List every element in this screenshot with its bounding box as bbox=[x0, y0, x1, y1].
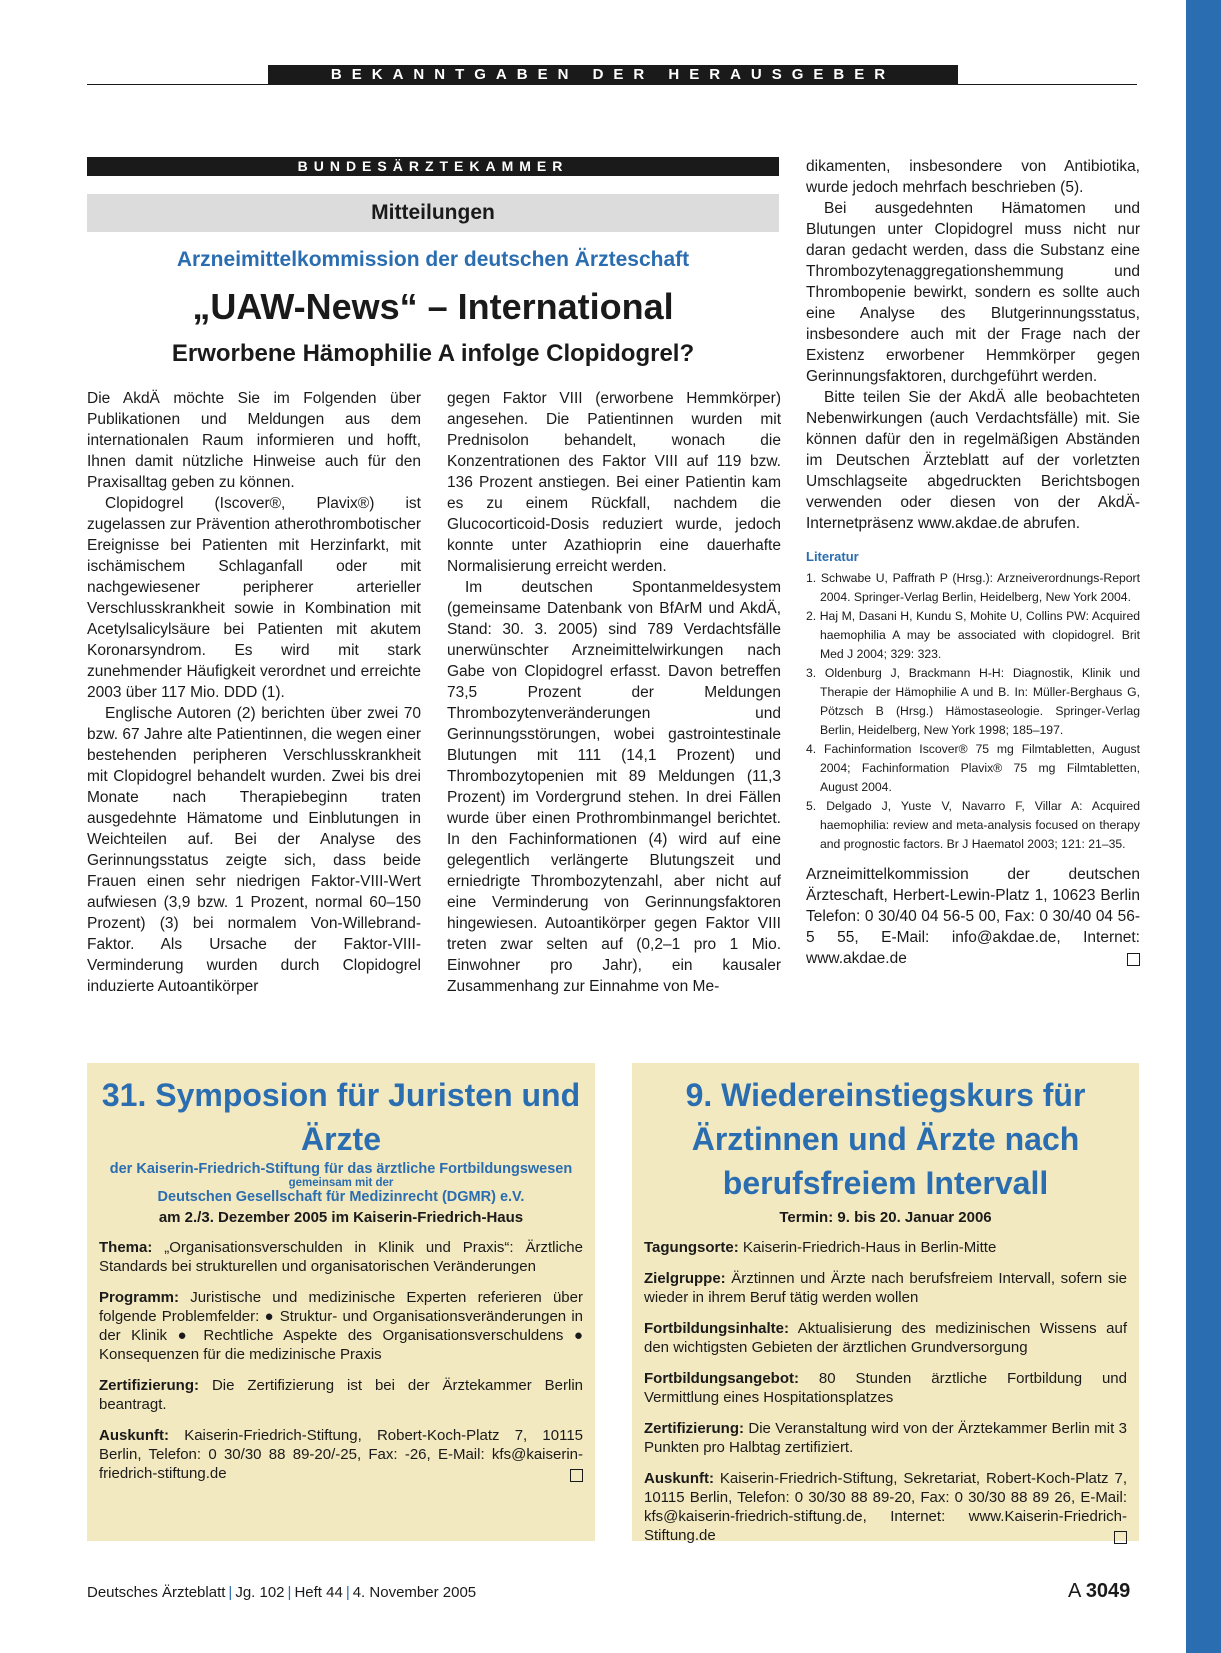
issue-date: 4. November 2005 bbox=[352, 1584, 477, 1601]
event-item: Zertifizierung: Die Zertifizierung ist bei der Ärztekammer Berlin beantragt. bbox=[99, 1377, 583, 1413]
event-date: am 2./3. Dezember 2005 im Kaiserin-Friedrich-Haus bbox=[158, 1209, 524, 1226]
header-band: BEKANNTGABEN DER HERAUSGEBER bbox=[268, 65, 958, 85]
end-mark-icon bbox=[570, 1469, 583, 1482]
event-item: Programm: Juristische und medizinische Experten referieren über folgende Problemfelder: ● Struktur- und Organisationsveränderungen in der Klinik ● Rechtliche Aspekte des Organisationsverschuldens ● Konsequenzen für die medizinische Praxis bbox=[99, 1289, 583, 1363]
contact-info bbox=[806, 864, 1140, 969]
article-title: „UAW-News“ – International bbox=[192, 286, 674, 327]
paragraph: gegen Faktor VIII (erworbene Hemmkörper) angesehen. Die Patientinnen wurden mit Prednisolon behandelt, wonach die Konzentrationen des Faktor VIII auf 119 bzw. 136 Prozent anstiegen. Bei einer Patientin kam es zu einem Rückfall, nachdem die Glucocorticoid-Dosis reduziert wurde, jedoch konnte unter Azathioprin eine dauerhafte Normalisierung erreicht werden. bbox=[447, 390, 781, 575]
paragraph: Clopidogrel (Iscover®, Plavix®) ist zugelassen zur Prävention atherothrombotischer Ereignisse bei Patienten mit Herzinfarkt, mit ischämischem Schlaganfall oder mit nachgewiesener peripherer arterieller Verschlusskrankheit sowie in Kombination mit Acetylsalicylsäure bei Patienten mit akutem Koronarsyndrom. Es wird mit stark zunehmender Häufigkeit verordnet und erreichte 2003 über 117 Mio. DDD (1). bbox=[87, 495, 421, 701]
event-item: Zielgruppe: Ärztinnen und Ärzte nach berufsfreiem Intervall, sofern sie wieder in ihrem Beruf tätig werden wollen bbox=[644, 1270, 1127, 1306]
literature-list bbox=[806, 569, 1140, 854]
article-subtitle: Erworbene Hämophilie A infolge Clopidogrel? bbox=[171, 340, 695, 367]
contact-text: Arzneimittelkommission der deutschen Ärzteschaft, Herbert-Lewin-Platz 1, 10623 Berlin Telefon: 0 30/40 04 56-5 00, Fax: 0 30/40 04 56-5 55, E-Mail: info@akdae.de, Internet: www.akdae.de bbox=[806, 866, 1140, 967]
paragraph: Bitte teilen Sie der AkdÄ alle beobachteten Nebenwirkungen (auch Verdachtsfälle) mit. Sie können dafür den in regelmäßigen Abständen im Deutschen Ärzteblatt auf der vorletzten Umschlagseite abgedruckten Berichtsbogen verwenden oder diesen von der AkdÄ-Internetpräsenz www.akdae.de abrufen. bbox=[806, 389, 1140, 532]
right-color-bar bbox=[1186, 0, 1221, 1653]
event-item: Tagungsorte: Kaiserin-Friedrich-Haus in Berlin-Mitte bbox=[644, 1239, 997, 1256]
literature-item: 4. Fachinformation Iscover® 75 mg Filmtabletten, August 2004; Fachinformation Plavix® 75 mg Filmtabletten, August 2004. bbox=[806, 742, 1140, 794]
article-column-2 bbox=[447, 388, 781, 997]
article-column-3 bbox=[806, 156, 1140, 969]
paragraph: Im deutschen Spontanmeldesystem (gemeinsame Datenbank von BfArM und AkdÄ, Stand: 30. 3. 2005) sind 789 Verdachtsfälle unerwünschter Arzneimittelwirkungen nach Gabe von Clopidogrel erfasst. Davon betreffen 73,5 Prozent der Meldungen Thrombozytenveränderungen und Gerinnungsstörungen, wobei gastrointestinale Blutungen mit 111 (14,1 Prozent) und Thrombozytopenien mit 89 Meldungen (11,3 Prozent) im Vordergrund stehen. In drei Fällen wurde über einen Prothrombinmangel berichtet. In den Fachinformationen (4) wird auf eine gelegentlich verlängerte Blutungszeit und erniedrigte Thrombozytenzahl, aber nicht auf eine Verminderung von Gerinnungsfaktoren hingewiesen. Autoantikörper gegen Faktor VIII treten zwar selten auf (0,2–1 pro 1 Mio. Einwohner pro Jahr), ein kausaler Zusammenhang zur Einnahme von Me- bbox=[447, 579, 781, 995]
event-org-2: Deutschen Gesellschaft für Medizinrecht (DGMR) e.V. bbox=[157, 1189, 525, 1205]
header-rule bbox=[87, 84, 1137, 85]
literature-item: 1. Schwabe U, Paffrath P (Hrsg.): Arzneiverordnungs-Report 2004. Springer-Verlag Berlin, Heidelberg, New York 2004. bbox=[806, 571, 1140, 604]
event-item: Zertifizierung: Die Veranstaltung wird von der Ärztekammer Berlin mit 3 Punkten pro Halbtag zertifiziert. bbox=[644, 1420, 1127, 1456]
article-column-1 bbox=[87, 388, 421, 997]
end-mark-icon bbox=[1114, 1531, 1127, 1544]
paragraph: dikamenten, insbesondere von Antibiotika, wurde jedoch mehrfach beschrieben (5). bbox=[806, 158, 1140, 196]
event-joint: gemeinsam mit der bbox=[288, 1177, 394, 1189]
event-box-wiedereinstieg bbox=[632, 1063, 1139, 1544]
issue: Heft 44 bbox=[294, 1584, 343, 1601]
event-box-symposion bbox=[87, 1063, 595, 1541]
event-date: Termin: 9. bis 20. Januar 2006 bbox=[779, 1209, 992, 1226]
literature-item: 5. Delgado J, Yuste V, Navarro F, Villar A: Acquired haemophilia: review and meta-analysis focused on therapy and prognostic factors. Br J Haematol 2003; 121: 21–35. bbox=[806, 799, 1140, 851]
journal-name: Deutsches Ärzteblatt bbox=[87, 1584, 226, 1601]
event-title: 9. Wiedereinstiegskurs für Ärztinnen und Ärzte nach berufsfreiem Intervall bbox=[685, 1077, 1086, 1201]
literature-item: 2. Haj M, Dasani H, Kundu S, Mohite U, Collins PW: Acquired haemophilia A may be associated with clopidogrel. Brit Med J 2004; 329: 323. bbox=[806, 609, 1140, 661]
literature-heading: Literatur bbox=[806, 549, 859, 564]
event-item: Fortbildungsinhalte: Aktualisierung des medizinischen Wissens auf den wichtigsten Gebieten der ärztlichen Grundversorgung bbox=[644, 1320, 1127, 1356]
section-label: Mitteilungen bbox=[87, 194, 779, 232]
event-item: Auskunft: Kaiserin-Friedrich-Stiftung, Robert-Koch-Platz 7, 10115 Berlin, Telefon: 0 30/30 88 89-20/-25, Fax: -26, E-Mail: kfs@kaiserin-friedrich-stiftung.de bbox=[99, 1427, 583, 1482]
event-item: Fortbildungsangebot: 80 Stunden ärztliche Fortbildung und Vermittlung eines Hospitationsplatzes bbox=[644, 1370, 1127, 1406]
volume: Jg. 102 bbox=[235, 1584, 285, 1601]
event-item: Auskunft: Kaiserin-Friedrich-Stiftung, Sekretariat, Robert-Koch-Platz 7, 10115 Berlin, Telefon: 0 30/30 88 89-20, Fax: 0 30/30 88 89 26, E-Mail: kfs@kaiserin-friedrich-stiftung.de, Internet: www.Kaiserin-Friedrich-Stiftung.de bbox=[644, 1470, 1127, 1544]
footer-citation: Deutsches Ärzteblatt | Jg. 102 | Heft 44 | 4. November 2005 bbox=[87, 1584, 477, 1601]
paragraph: Die AkdÄ möchte Sie im Folgenden über Publikationen und Meldungen aus dem internationalen Raum informieren und hofft, Ihnen damit nützliche Hinweise auch für den Praxisalltag geben zu können. bbox=[87, 390, 421, 491]
paragraph: Englische Autoren (2) berichten über zwei 70 bzw. 67 Jahre alte Patientinnen, die wegen einer bestehenden peripheren Verschlusskrankheit mit Clopidogrel behandelt wurden. Zwei bis drei Monate nach Therapiebeginn traten ausgedehnte Hämatome und Einblutungen in Weichteilen auf. Bei der Analyse des Gerinnungsstatus zeigte sich, dass beide Frauen einen sehr niedrigen Faktor-VIII-Wert aufwiesen (3,9 bzw. 1 Prozent, normal 60–150 Prozent) (3) bei normalem Von-Willebrand-Faktor. Als Ursache der Faktor-VIII-Verminderung wurden durch Clopidogrel induzierte Autoantikörper bbox=[87, 705, 421, 995]
end-mark-icon bbox=[1127, 953, 1140, 966]
event-org: der Kaiserin-Friedrich-Stiftung für das ärztliche Fortbildungswesen bbox=[109, 1161, 573, 1177]
page-number: A 3049 bbox=[1068, 1580, 1131, 1602]
event-item: Thema: „Organisationsverschulden in Klinik und Praxis“: Ärztliche Standards bei strukturellen und organisatorischen Veränderungen bbox=[99, 1239, 583, 1275]
article-org: Arzneimittelkommission der deutschen Ärzteschaft bbox=[176, 248, 690, 271]
event-title: 31. Symposion für Juristen und Ärzte bbox=[101, 1077, 581, 1157]
literature-item: 3. Oldenburg J, Brackmann H-H: Diagnostik, Klinik und Therapie der Hämophilie A und B. In: Müller-Berghaus G, Pötzsch B (Hrsg.) Hämostaseologie. Springer-Verlag Berlin, Heidelberg, New York 1998; 185–197. bbox=[806, 666, 1140, 737]
section-band: BUNDESÄRZTEKAMMER bbox=[87, 157, 779, 176]
paragraph: Bei ausgedehnten Hämatomen und Blutungen unter Clopidogrel muss nicht nur daran gedacht werden, dass die Substanz eine Thrombozytenaggregationshemmung und Thrombopenie bewirkt, sondern es sollte auch eine Analyse des Blutgerinnungsstatus, insbesondere auch mit der Frage nach der Existenz erworbener Hemmkörper gegen Gerinnungsfaktoren, durchgeführt werden. bbox=[806, 200, 1140, 385]
